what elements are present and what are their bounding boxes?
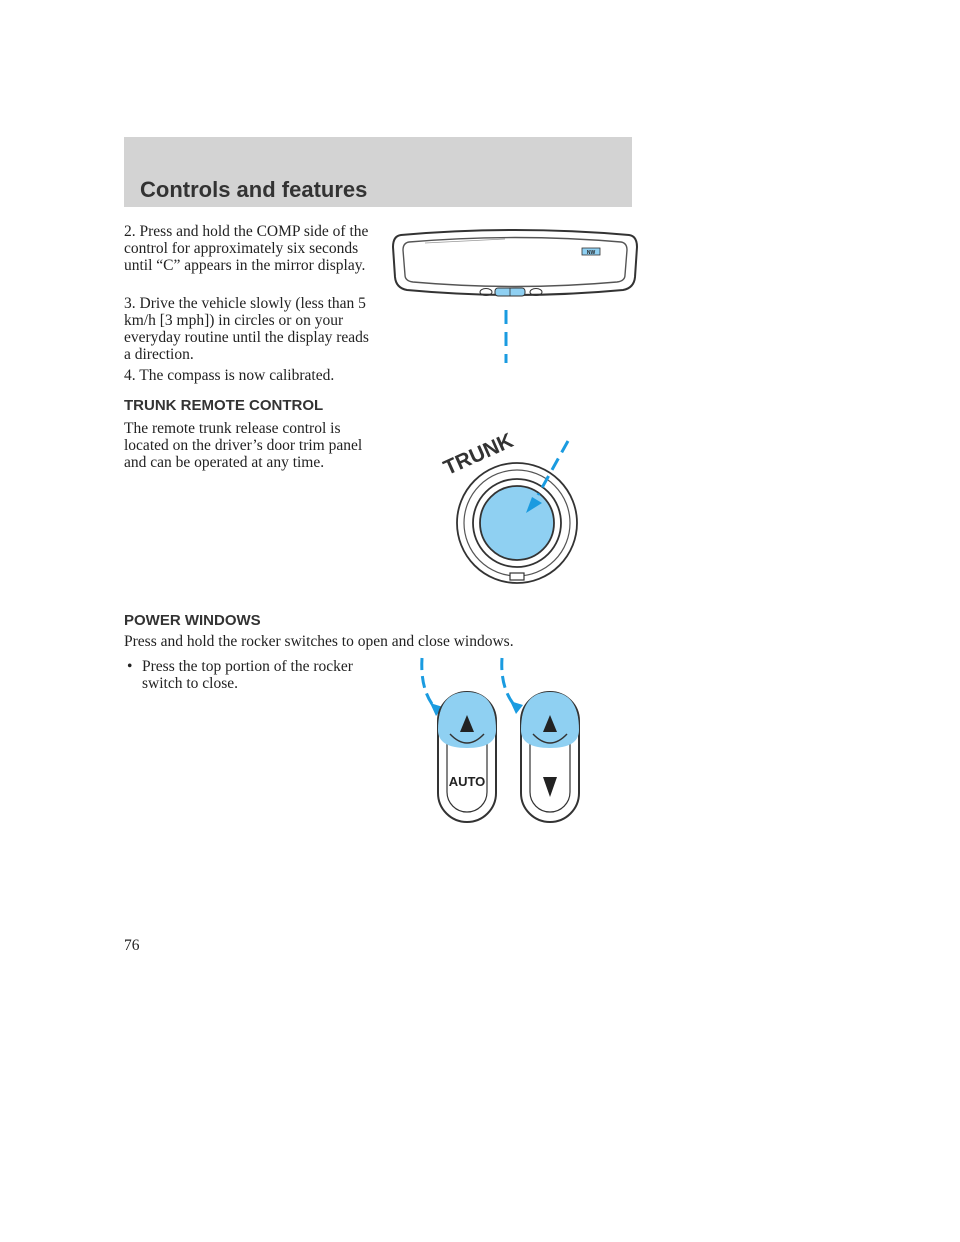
- trunk-heading: TRUNK REMOTE CONTROL: [124, 397, 324, 414]
- auto-label: AUTO: [448, 774, 486, 789]
- windows-intro: Press and hold the rocker switches to open and close windows.: [124, 633, 514, 650]
- compass-step-4: 4. The compass is now calibrated.: [124, 367, 335, 384]
- compass-step-2: 2. Press and hold the COMP side of the control for approximately six seconds until “C” appears in the mirror display.: [124, 223, 369, 274]
- chapter-header: [124, 137, 632, 207]
- windows-heading: POWER WINDOWS: [124, 612, 261, 629]
- compass-step-3: 3. Drive the vehicle slowly (less than 5 km/h [3 mph]) in circles or on your everyday routine until the display reads a direction.: [124, 295, 369, 363]
- bullet-dot: •: [127, 658, 133, 675]
- window-switches-illustration: [410, 650, 600, 830]
- trunk-release-illustration: [440, 405, 600, 590]
- page-number: 76: [124, 937, 140, 954]
- windows-bullet-1: Press the top portion of the rocker switch to close.: [142, 658, 353, 692]
- chapter-title: Controls and features: [140, 177, 368, 202]
- rearview-mirror-illustration: [385, 225, 645, 370]
- trunk-body: The remote trunk release control is located on the driver’s door trim panel and can be operated at any time.: [124, 420, 363, 471]
- trunk-label: TRUNK: [440, 429, 517, 480]
- mirror-display-text: NW: [586, 250, 596, 256]
